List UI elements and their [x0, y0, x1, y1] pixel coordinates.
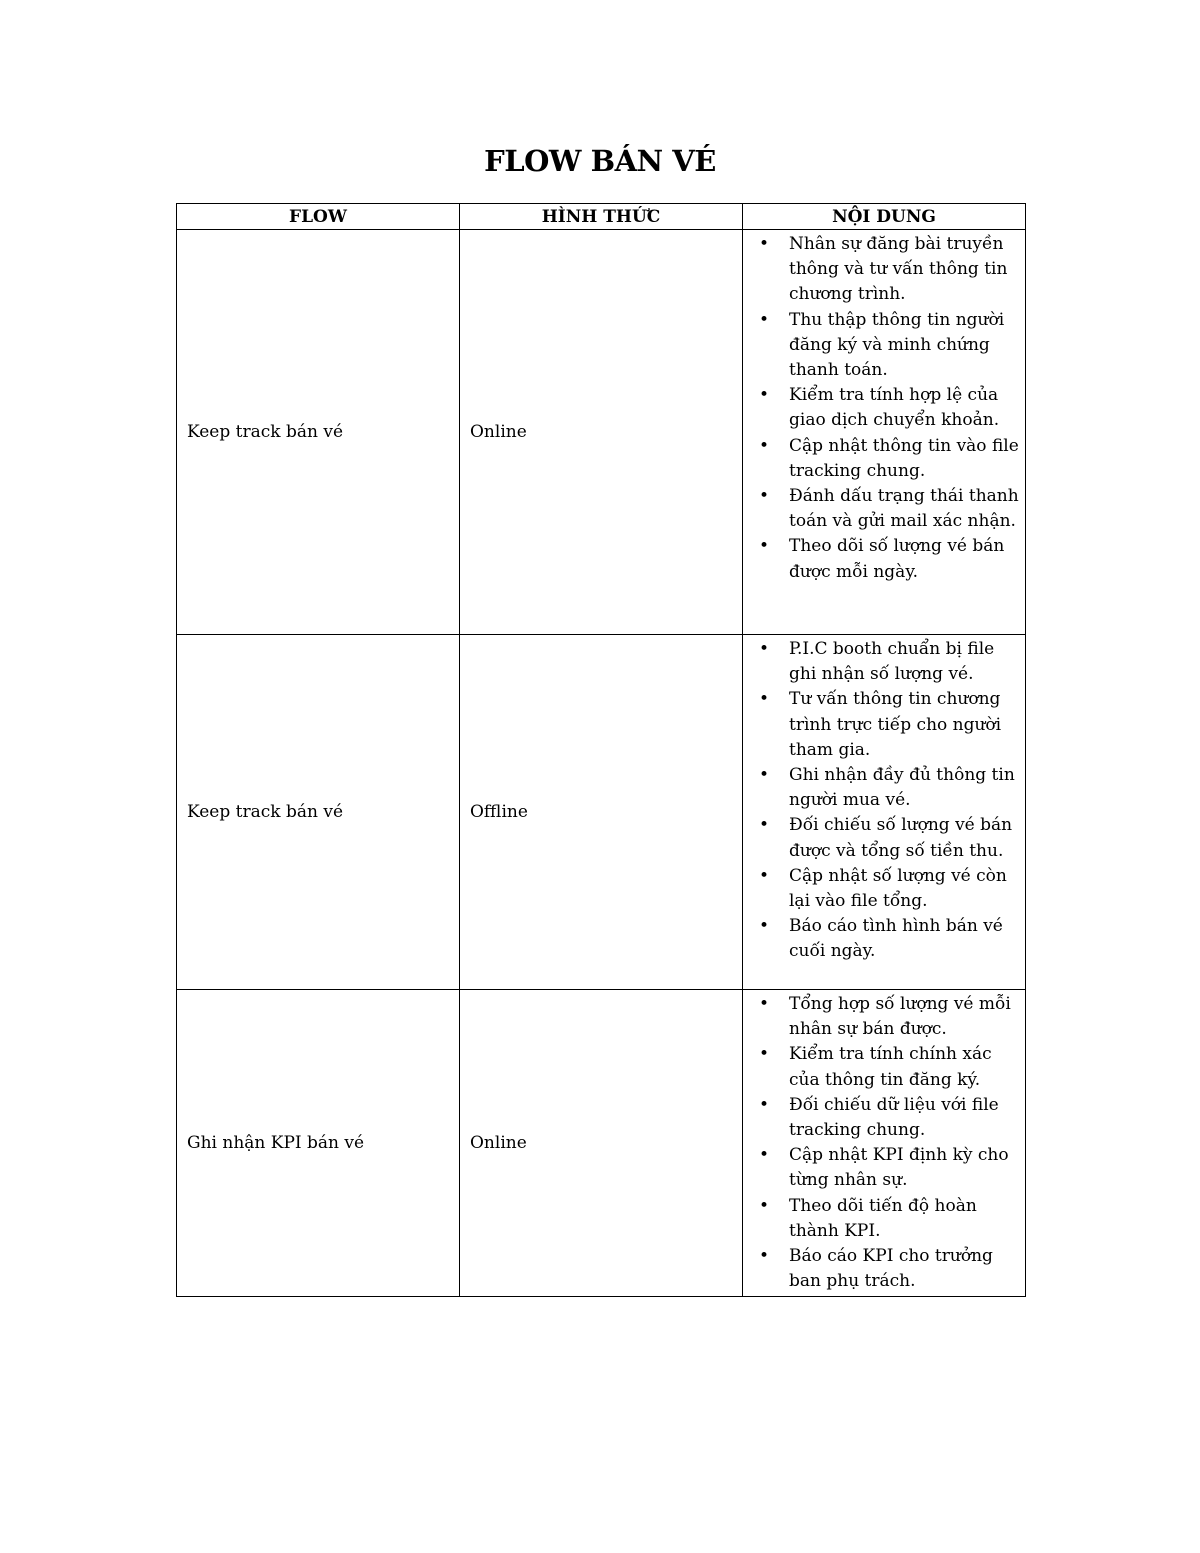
list-item: • Theo dõi tiến độ hoàn thành KPI. — [753, 1194, 1019, 1244]
flow-cell: Keep track bán vé — [177, 230, 460, 635]
list-item: • Đối chiếu số lượng vé bán được và tổng số tiền thu. — [753, 813, 1019, 863]
list-item: • Đánh dấu trạng thái thanh toán và gửi mail xác nhận. — [753, 484, 1019, 534]
table-header-row — [177, 204, 1026, 230]
list-item: • Tổng hợp số lượng vé mỗi nhân sự bán được. — [753, 992, 1019, 1042]
table-row — [177, 230, 1026, 635]
table-row — [177, 635, 1026, 990]
content-list — [753, 232, 1019, 585]
list-item: • Báo cáo tình hình bán vé cuối ngày. — [753, 914, 1019, 964]
list-item: • Kiểm tra tính hợp lệ của giao dịch chuyển khoản. — [753, 383, 1019, 433]
form-cell: Online — [460, 230, 743, 635]
list-item: • Kiểm tra tính chính xác của thông tin đăng ký. — [753, 1042, 1019, 1092]
list-item: • Báo cáo KPI cho trưởng ban phụ trách. — [753, 1244, 1019, 1294]
list-item: • Nhân sự đăng bài truyền thông và tư vấn thông tin chương trình. — [753, 232, 1019, 308]
list-item: • Thu thập thông tin người đăng ký và minh chứng thanh toán. — [753, 308, 1019, 384]
header-form: HÌNH THỨC — [460, 204, 743, 230]
flow-cell: Ghi nhận KPI bán vé — [177, 990, 460, 1297]
header-content: NỘI DUNG — [743, 204, 1026, 230]
list-item: • Đối chiếu dữ liệu với file tracking chung. — [753, 1093, 1019, 1143]
header-flow: FLOW — [177, 204, 460, 230]
list-item: • P.I.C booth chuẩn bị file ghi nhận số lượng vé. — [753, 637, 1019, 687]
flow-table — [176, 203, 1026, 1297]
list-item: • Ghi nhận đầy đủ thông tin người mua vé. — [753, 763, 1019, 813]
list-item: • Tư vấn thông tin chương trình trực tiếp cho người tham gia. — [753, 687, 1019, 763]
list-item: • Cập nhật KPI định kỳ cho từng nhân sự. — [753, 1143, 1019, 1193]
list-item: • Cập nhật thông tin vào file tracking chung. — [753, 434, 1019, 484]
content-list — [753, 992, 1019, 1294]
list-item: • Theo dõi số lượng vé bán được mỗi ngày. — [753, 534, 1019, 584]
content-cell — [743, 990, 1026, 1297]
flow-cell: Keep track bán vé — [177, 635, 460, 990]
table-row — [177, 990, 1026, 1297]
page-title: FLOW BÁN VÉ — [484, 144, 716, 178]
form-cell: Offline — [460, 635, 743, 990]
content-cell — [743, 230, 1026, 635]
form-cell: Online — [460, 990, 743, 1297]
content-list — [753, 637, 1019, 965]
list-item: • Cập nhật số lượng vé còn lại vào file tổng. — [753, 864, 1019, 914]
content-cell — [743, 635, 1026, 990]
